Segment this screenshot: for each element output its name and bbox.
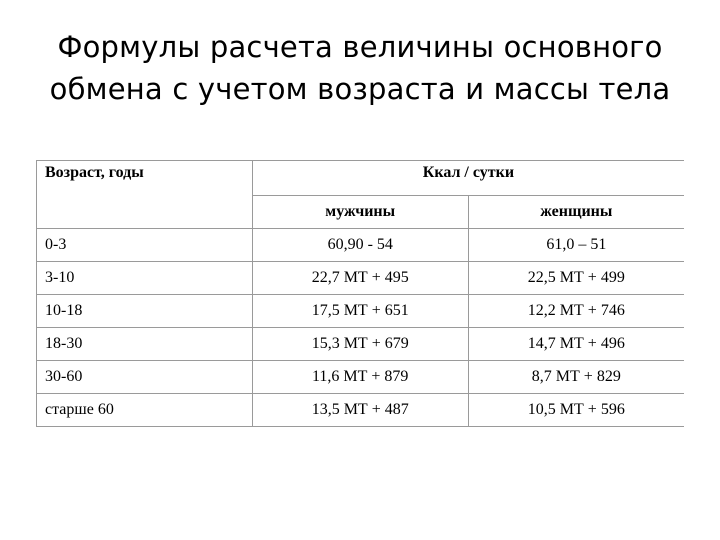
age-column-header: Возраст, годы	[37, 161, 253, 229]
kcal-per-day-header: Ккал / сутки	[252, 161, 684, 196]
table-row	[37, 394, 685, 427]
men-formula-cell: 15,3 МТ + 679	[252, 328, 468, 361]
table-row	[37, 361, 685, 394]
slide-title	[0, 26, 720, 110]
women-formula-cell: 12,2 МТ + 746	[468, 295, 684, 328]
age-cell: 18-30	[37, 328, 253, 361]
age-cell: 10-18	[37, 295, 253, 328]
women-formula-cell: 14,7 МТ + 496	[468, 328, 684, 361]
title-line-1: Формулы расчета величины основного	[57, 30, 663, 64]
table-row	[37, 328, 685, 361]
women-column-header: женщины	[468, 196, 684, 229]
men-formula-cell: 13,5 МТ + 487	[252, 394, 468, 427]
table-row	[37, 262, 685, 295]
table-header-row	[37, 161, 685, 196]
men-formula-cell: 11,6 МТ + 879	[252, 361, 468, 394]
age-cell: 30-60	[37, 361, 253, 394]
table-row	[37, 295, 685, 328]
women-formula-cell: 10,5 МТ + 596	[468, 394, 684, 427]
metabolism-formula-table	[36, 160, 684, 427]
women-formula-cell: 22,5 МТ + 499	[468, 262, 684, 295]
age-cell: 0-3	[37, 229, 253, 262]
age-cell: 3-10	[37, 262, 253, 295]
women-formula-cell: 8,7 МТ + 829	[468, 361, 684, 394]
men-formula-cell: 17,5 МТ + 651	[252, 295, 468, 328]
age-cell: старше 60	[37, 394, 253, 427]
title-line-2: обмена с учетом возраста и массы тела	[49, 72, 671, 106]
men-formula-cell: 60,90 - 54	[252, 229, 468, 262]
men-formula-cell: 22,7 МТ + 495	[252, 262, 468, 295]
men-column-header: мужчины	[252, 196, 468, 229]
women-formula-cell: 61,0 – 51	[468, 229, 684, 262]
table-row	[37, 229, 685, 262]
